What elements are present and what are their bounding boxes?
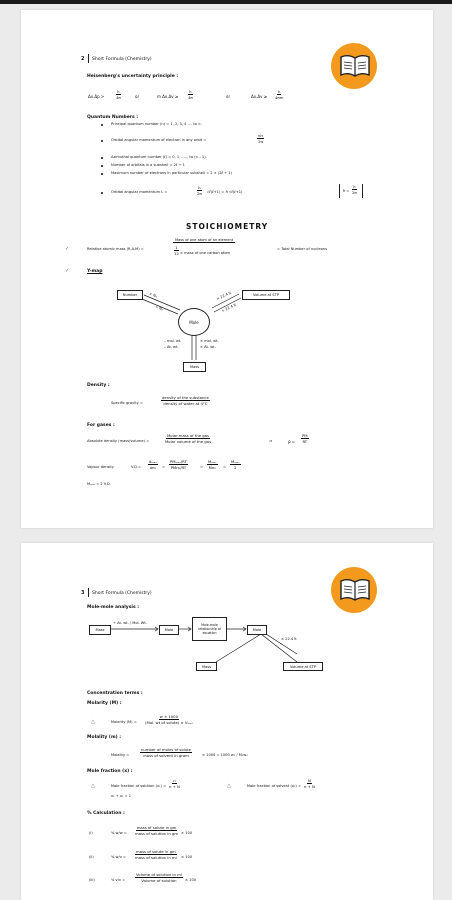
absolute-density-fraction: Molar mass of the gas Molar volume of the gas bbox=[165, 433, 212, 444]
ymap-mole-circle: Mole bbox=[178, 308, 210, 336]
document-page-2 bbox=[21, 543, 433, 900]
header-title: Short Formula (Chemistry) bbox=[92, 591, 152, 596]
ymap-label-left-top: × Nₐ bbox=[148, 291, 158, 299]
p3-label: % v/v = bbox=[111, 878, 126, 882]
p2-index: (ii) bbox=[89, 855, 94, 859]
vd-fraction-4: Mₘₐₛ 2 bbox=[231, 459, 240, 470]
vapour-density-label: Vapour density bbox=[87, 465, 114, 469]
ram-label: Relative atomic mass (R.A.M) = bbox=[87, 247, 144, 251]
check-icon: ✓ bbox=[65, 246, 70, 252]
L-tail: √ℓ(ℓ+1) = ℏ √ℓ(ℓ+1) bbox=[207, 190, 243, 194]
mf-solvent-fraction: $\frac{N}{n + N}$ bbox=[304, 778, 315, 789]
ymap-title: Y-map bbox=[87, 269, 103, 274]
concentration-title: Concentration terms : bbox=[87, 691, 143, 696]
heisenberg-expr2: m Δx.Δv ≥ bbox=[157, 94, 179, 99]
molarity-title: Molarity (M) : bbox=[87, 701, 122, 706]
ram-nucleons: = Total Number of nucleons bbox=[277, 247, 327, 251]
L-fraction: $\frac{h}{2\pi}$ bbox=[197, 185, 202, 196]
heisenberg-fraction-1: $\frac{h}{4\pi}$ bbox=[116, 89, 121, 100]
mm-22-label: × 22.4 lt bbox=[281, 637, 297, 641]
section-title-stoichiometry: STOICHIOMETRY bbox=[186, 222, 269, 231]
vd-fraction-3: Mₘₐₛ Mʜ₂ bbox=[208, 459, 217, 470]
ymap-down-right-1: × mol. wt. bbox=[200, 339, 219, 343]
vd-eq: V.D.= bbox=[131, 465, 142, 469]
mole-mole-connectors bbox=[21, 543, 433, 900]
heisenberg-fraction-3: $\frac{h}{4\pi m}$ bbox=[275, 89, 284, 100]
document-page-1 bbox=[21, 10, 433, 528]
or-label: or bbox=[135, 94, 140, 99]
page-number: 2 bbox=[81, 56, 85, 62]
quantum-item-orbital-angular: Orbital angular momentum of electron in any orbit = bbox=[111, 138, 207, 142]
quantum-item-azimuthal: Azimuthal quantum number (ℓ) = 0, 1, ....., to (n – 1). bbox=[111, 155, 207, 159]
ymap-mass-box: Mass bbox=[183, 362, 206, 372]
mm-arrow-label: ÷ At. wt. / Mol. Wt. bbox=[113, 621, 147, 625]
molality-fraction: number of moles of solute mass of solvent in gram bbox=[141, 747, 191, 758]
ram-numerator: Mass of one atom of an element bbox=[175, 238, 234, 242]
hbar-fraction: $\frac{h}{2\pi}$ bbox=[352, 184, 357, 195]
quantum-item-L: Orbital angular momentum L = bbox=[111, 190, 168, 194]
eq-sign: = bbox=[200, 465, 204, 469]
molality-tail: × 1000 = 1000 w₁ / M₁w₂ bbox=[202, 753, 248, 757]
heisenberg-fraction-2: $\frac{h}{4\pi}$ bbox=[188, 89, 193, 100]
ymap-label-right-top: × 22.4 lt bbox=[215, 290, 232, 302]
header-title: Short Formula (Chemistry) bbox=[92, 57, 152, 62]
molarity-fraction: w × 1000 (Mol. wt of solute) × Vᵢₙₘₗ bbox=[145, 714, 193, 725]
heisenberg-expr1: Δx.Δp > bbox=[88, 94, 105, 99]
ymap-volume-box: Volume at STP bbox=[242, 290, 290, 300]
ram-denominator: × mass of one carbon atom bbox=[180, 251, 231, 255]
implies-arrow: ⇒ bbox=[269, 438, 273, 443]
p2-fraction: mass of solute in gm mass of solution in ml bbox=[135, 849, 177, 860]
hbar-box: ℏ = $\frac{h}{2\pi}$ bbox=[339, 184, 363, 198]
rho-fraction: $\frac{PM}{RT}$ bbox=[302, 433, 308, 444]
p1-index: (i) bbox=[89, 831, 93, 835]
mole-mole-title: Mole-mole analysis : bbox=[87, 605, 139, 610]
mm-mole-box-2: Mole bbox=[247, 625, 267, 635]
density-title: Density : bbox=[87, 383, 110, 388]
quantum-title: Quantum Numbers : bbox=[87, 115, 139, 120]
top-bar bbox=[0, 0, 452, 4]
mf-sum: x₁ + x₂ = 1 bbox=[111, 794, 132, 798]
percent-title: % Calculation : bbox=[87, 811, 125, 816]
ymap-down-left-2: – At. wt. bbox=[164, 345, 179, 349]
mole-fraction-title: Mole fraction (x) : bbox=[87, 769, 133, 774]
quantum-item-orbitals: Number of orbitals in a subshell = 2ℓ + 1 bbox=[111, 163, 185, 167]
molality-label: Molality = bbox=[111, 753, 130, 757]
sg-fraction: density of the substance density of water at 4°C bbox=[162, 395, 209, 406]
quantum-item-principal: Principal quantum number (n) = 1, 2, 3, 4 .... to ∞. bbox=[111, 122, 203, 126]
vd-fraction-2: PMₘₐₛ/RT PMʜ₂/RT bbox=[170, 459, 187, 470]
eq-sign: = bbox=[162, 465, 166, 469]
mf-solvent-label: Mole fraction of solvent (x₂) = bbox=[247, 784, 301, 788]
vd-fraction-1: dₘₐₛ dʜ₂ bbox=[149, 459, 157, 470]
ymap-number-box: Number bbox=[117, 290, 143, 300]
molality-title: Molality (m) : bbox=[87, 735, 122, 740]
ram-twelfth: $\frac{1}{12}$ bbox=[174, 245, 179, 256]
check-icon: △ bbox=[227, 783, 231, 789]
mf-solution-label: Mole fraction of solution (x₁) = bbox=[111, 784, 167, 788]
page-number: 3 bbox=[81, 590, 85, 596]
ymap-down-right-2: × At. wt. bbox=[200, 345, 216, 349]
mm-ratio-box: Mole-mole relationship of equation bbox=[192, 617, 227, 641]
ymap-label-right-bottom: ÷ 22.4 lt bbox=[220, 302, 237, 314]
orbit-fraction: $\frac{nh}{2\pi}$ bbox=[258, 133, 263, 144]
sg-label: Specific gravity = bbox=[111, 401, 143, 405]
check-icon: △ bbox=[91, 719, 95, 725]
rho-label: ρ = bbox=[288, 439, 296, 444]
p2-tail: × 100 bbox=[181, 855, 193, 859]
heisenberg-expr3: Δx.Δv ≥ bbox=[251, 94, 268, 99]
mm-mole-box-1: Mole bbox=[159, 625, 179, 635]
p1-fraction: mass of solute in gm mass of solution in gm bbox=[135, 825, 179, 836]
p2-label: % w/v = bbox=[111, 855, 126, 859]
absolute-density-label: Absolute density (mass/volume) = bbox=[87, 439, 150, 443]
ymap-down-left-1: – mol. wt. bbox=[164, 339, 182, 343]
p1-tail: × 100 bbox=[181, 831, 193, 835]
p3-fraction: Volume of solution in ml Volume of solution bbox=[136, 872, 182, 883]
mm-mass-box: Mass bbox=[89, 625, 111, 635]
mm-volume-box: Volume at STP bbox=[283, 662, 323, 671]
quantum-item-max-electrons: Maximum number of electrons in particular subshell = 2 × (2ℓ + 1) bbox=[111, 171, 233, 175]
or-label: or bbox=[226, 94, 231, 99]
check-icon: ✓ bbox=[65, 268, 70, 274]
p1-label: % w/w = bbox=[111, 831, 127, 835]
gases-title: For gases : bbox=[87, 423, 115, 428]
p3-tail: × 100 bbox=[185, 878, 197, 882]
p3-index: (iii) bbox=[89, 878, 95, 882]
molarity-label: Molarity (M) = bbox=[111, 720, 137, 724]
mm-mass-box-2: Mass bbox=[196, 662, 217, 671]
eq-sign: = bbox=[223, 465, 227, 469]
mf-solution-fraction: $\frac{n}{n + N}$ bbox=[169, 778, 180, 789]
check-icon: △ bbox=[91, 783, 95, 789]
ymap-label-left-bottom: ÷ Nₐ bbox=[154, 304, 164, 312]
heisenberg-title: Heisenberg's uncertainty principle : bbox=[87, 74, 179, 79]
mgas-formula: Mₘₐₛ = 2 V.D. bbox=[87, 482, 111, 486]
ymap-connectors bbox=[21, 10, 433, 528]
